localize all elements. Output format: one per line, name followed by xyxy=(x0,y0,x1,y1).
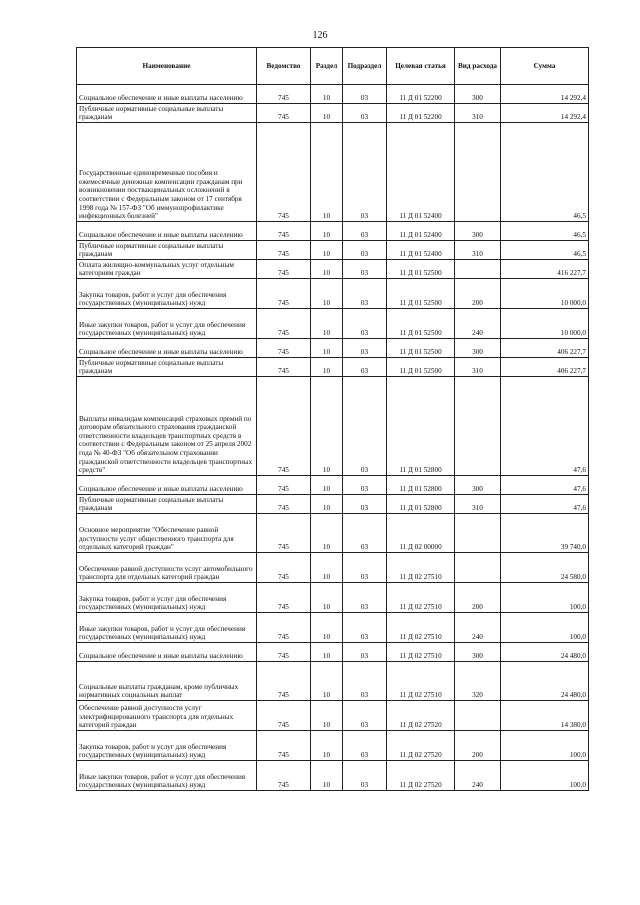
table-row xyxy=(77,85,589,104)
row-type: 240 xyxy=(455,613,501,643)
row-sum: 416 227,7 xyxy=(501,260,589,279)
row-article: 11 Д 01 52400 xyxy=(387,222,455,241)
row-subsection: 03 xyxy=(343,123,387,222)
row-dept: 745 xyxy=(257,701,311,731)
row-subsection: 03 xyxy=(343,495,387,514)
row-name: Публичные нормативные социальные выплаты гражданам xyxy=(77,104,257,123)
table-row xyxy=(77,731,589,761)
row-sum: 14 292,4 xyxy=(501,104,589,123)
table-row xyxy=(77,613,589,643)
row-name: Обеспечение равной доступности услуг электрифицированного транспорта для отдельных категорий граждан xyxy=(77,701,257,731)
row-name: Закупка товаров, работ и услуг для обеспечения государственных (муниципальных) нужд xyxy=(77,731,257,761)
row-sum: 100,0 xyxy=(501,761,589,791)
table-row xyxy=(77,553,589,583)
col-header-type: Вид расхода xyxy=(455,48,501,85)
row-section: 10 xyxy=(311,731,343,761)
row-sum: 10 000,0 xyxy=(501,279,589,309)
row-section: 10 xyxy=(311,495,343,514)
row-dept: 745 xyxy=(257,495,311,514)
row-type xyxy=(455,514,501,553)
table-row xyxy=(77,358,589,377)
row-dept: 745 xyxy=(257,514,311,553)
row-type xyxy=(455,260,501,279)
row-section: 10 xyxy=(311,377,343,476)
row-dept: 745 xyxy=(257,241,311,260)
row-subsection: 03 xyxy=(343,761,387,791)
row-dept: 745 xyxy=(257,104,311,123)
table-row xyxy=(77,104,589,123)
row-dept: 745 xyxy=(257,309,311,339)
row-name: Иные закупки товаров, работ и услуг для обеспечения государственных (муниципальных) нужд xyxy=(77,309,257,339)
row-article: 11 Д 01 52500 xyxy=(387,358,455,377)
row-name: Закупка товаров, работ и услуг для обеспечения государственных (муниципальных) нужд xyxy=(77,279,257,309)
row-type: 300 xyxy=(455,339,501,358)
row-section: 10 xyxy=(311,85,343,104)
row-sum: 47,6 xyxy=(501,377,589,476)
table-row xyxy=(77,222,589,241)
row-article: 11 Д 02 27510 xyxy=(387,613,455,643)
row-sum: 406 227,7 xyxy=(501,339,589,358)
row-section: 10 xyxy=(311,761,343,791)
row-subsection: 03 xyxy=(343,643,387,662)
row-section: 10 xyxy=(311,514,343,553)
table-row xyxy=(77,241,589,260)
row-article: 11 Д 02 27520 xyxy=(387,731,455,761)
row-section: 10 xyxy=(311,553,343,583)
row-type: 200 xyxy=(455,731,501,761)
row-subsection: 03 xyxy=(343,377,387,476)
row-type: 200 xyxy=(455,583,501,613)
table-row xyxy=(77,643,589,662)
row-dept: 745 xyxy=(257,583,311,613)
row-section: 10 xyxy=(311,476,343,495)
row-name: Публичные нормативные социальные выплаты гражданам xyxy=(77,495,257,514)
row-subsection: 03 xyxy=(343,553,387,583)
row-sum: 406 227,7 xyxy=(501,358,589,377)
row-name: Оплата жилищно-коммунальных услуг отдельным категориям граждан xyxy=(77,260,257,279)
row-subsection: 03 xyxy=(343,358,387,377)
table-row xyxy=(77,377,589,476)
row-article: 11 Д 02 00000 xyxy=(387,514,455,553)
row-dept: 745 xyxy=(257,731,311,761)
row-article: 11 Д 01 52800 xyxy=(387,377,455,476)
row-dept: 745 xyxy=(257,358,311,377)
row-section: 10 xyxy=(311,339,343,358)
row-section: 10 xyxy=(311,583,343,613)
row-article: 11 Д 01 52500 xyxy=(387,279,455,309)
row-section: 10 xyxy=(311,358,343,377)
row-name: Публичные нормативные социальные выплаты гражданам xyxy=(77,358,257,377)
table-row xyxy=(77,701,589,731)
row-type: 320 xyxy=(455,662,501,701)
row-type: 310 xyxy=(455,495,501,514)
row-article: 11 Д 01 52200 xyxy=(387,85,455,104)
row-sum: 39 740,0 xyxy=(501,514,589,553)
table-header-row xyxy=(77,48,589,85)
row-dept: 745 xyxy=(257,662,311,701)
row-type: 300 xyxy=(455,222,501,241)
row-name: Иные закупки товаров, работ и услуг для обеспечения государственных (муниципальных) нужд xyxy=(77,761,257,791)
row-type xyxy=(455,553,501,583)
row-sum: 46,5 xyxy=(501,123,589,222)
row-subsection: 03 xyxy=(343,260,387,279)
row-dept: 745 xyxy=(257,85,311,104)
row-type: 300 xyxy=(455,85,501,104)
row-subsection: 03 xyxy=(343,583,387,613)
row-article: 11 Д 02 27510 xyxy=(387,583,455,613)
row-subsection: 03 xyxy=(343,309,387,339)
row-subsection: 03 xyxy=(343,241,387,260)
table-row xyxy=(77,583,589,613)
row-type: 200 xyxy=(455,279,501,309)
row-sum: 24 580,0 xyxy=(501,553,589,583)
row-name: Выплаты инвалидам компенсаций страховых премий по договорам обязательного страхования гражданской ответственности владельцев транспортных средств в соответствии с Федеральным законом от 25 апреля 2002 года № 40-ФЗ "Об обязательном страховании гражданской ответственности владельцев транспортных средств" xyxy=(77,377,257,476)
row-sum: 46,5 xyxy=(501,222,589,241)
row-article: 11 Д 01 52400 xyxy=(387,123,455,222)
row-subsection: 03 xyxy=(343,222,387,241)
col-header-sum: Сумма xyxy=(501,48,589,85)
row-sum: 100,0 xyxy=(501,613,589,643)
row-section: 10 xyxy=(311,643,343,662)
row-article: 11 Д 01 52400 xyxy=(387,241,455,260)
row-section: 10 xyxy=(311,662,343,701)
table-row xyxy=(77,279,589,309)
row-dept: 745 xyxy=(257,222,311,241)
row-article: 11 Д 01 52500 xyxy=(387,309,455,339)
row-sum: 47,6 xyxy=(501,495,589,514)
row-type: 310 xyxy=(455,104,501,123)
row-section: 10 xyxy=(311,279,343,309)
table-row xyxy=(77,495,589,514)
row-dept: 745 xyxy=(257,613,311,643)
row-type: 310 xyxy=(455,358,501,377)
row-name: Социальное обеспечение и иные выплаты населению xyxy=(77,85,257,104)
row-article: 11 Д 01 52500 xyxy=(387,260,455,279)
row-article: 11 Д 02 27520 xyxy=(387,761,455,791)
row-article: 11 Д 01 52200 xyxy=(387,104,455,123)
row-section: 10 xyxy=(311,613,343,643)
row-name: Социальное обеспечение и иные выплаты населению xyxy=(77,643,257,662)
budget-table xyxy=(76,47,589,791)
row-article: 11 Д 01 52500 xyxy=(387,339,455,358)
row-section: 10 xyxy=(311,309,343,339)
row-name: Социальные выплаты гражданам, кроме публичных нормативных социальных выплат xyxy=(77,662,257,701)
row-subsection: 03 xyxy=(343,279,387,309)
row-name: Обеспечение равной доступности услуг автомобильного транспорта для отдельных категорий граждан xyxy=(77,553,257,583)
row-sum: 24 480,0 xyxy=(501,643,589,662)
row-name: Социальное обеспечение и иные выплаты населению xyxy=(77,222,257,241)
row-dept: 745 xyxy=(257,279,311,309)
col-header-name: Наименование xyxy=(77,48,257,85)
row-section: 10 xyxy=(311,123,343,222)
table-row xyxy=(77,514,589,553)
row-type: 240 xyxy=(455,309,501,339)
row-subsection: 03 xyxy=(343,476,387,495)
row-type: 300 xyxy=(455,643,501,662)
table-row xyxy=(77,339,589,358)
table-row xyxy=(77,761,589,791)
row-dept: 745 xyxy=(257,123,311,222)
row-name: Публичные нормативные социальные выплаты гражданам xyxy=(77,241,257,260)
row-section: 10 xyxy=(311,701,343,731)
table-row xyxy=(77,123,589,222)
row-sum: 10 000,0 xyxy=(501,309,589,339)
row-section: 10 xyxy=(311,241,343,260)
row-name: Социальное обеспечение и иные выплаты населению xyxy=(77,476,257,495)
row-article: 11 Д 01 52800 xyxy=(387,476,455,495)
table-row xyxy=(77,260,589,279)
row-dept: 745 xyxy=(257,260,311,279)
row-name: Основное мероприятие "Обеспечение равной доступности услуг общественного транспорта для отдельных категорий граждан" xyxy=(77,514,257,553)
col-header-subsection: Подраздел xyxy=(343,48,387,85)
row-section: 10 xyxy=(311,260,343,279)
row-article: 11 Д 01 52800 xyxy=(387,495,455,514)
row-sum: 100,0 xyxy=(501,731,589,761)
row-article: 11 Д 02 27520 xyxy=(387,701,455,731)
row-name: Закупка товаров, работ и услуг для обеспечения государственных (муниципальных) нужд xyxy=(77,583,257,613)
row-subsection: 03 xyxy=(343,731,387,761)
row-type xyxy=(455,123,501,222)
row-sum: 24 480,0 xyxy=(501,662,589,701)
table-body xyxy=(77,85,589,791)
col-header-dept: Ведомство xyxy=(257,48,311,85)
table-row xyxy=(77,662,589,701)
row-section: 10 xyxy=(311,104,343,123)
table-row xyxy=(77,476,589,495)
col-header-article: Целевая статья xyxy=(387,48,455,85)
row-section: 10 xyxy=(311,222,343,241)
row-dept: 745 xyxy=(257,339,311,358)
row-type: 300 xyxy=(455,476,501,495)
row-subsection: 03 xyxy=(343,613,387,643)
row-subsection: 03 xyxy=(343,339,387,358)
row-type: 240 xyxy=(455,761,501,791)
row-subsection: 03 xyxy=(343,85,387,104)
row-name: Государственные единовременные пособия и ежемесячные денежные компенсации гражданам при возникновении поствакцинальных осложнений в соответствии с Федеральным законом от 17 сентября 1998 года № 157-ФЗ "Об иммунопрофилактике инфекционных болезней" xyxy=(77,123,257,222)
table-row xyxy=(77,309,589,339)
row-subsection: 03 xyxy=(343,104,387,123)
row-dept: 745 xyxy=(257,553,311,583)
row-type xyxy=(455,377,501,476)
row-dept: 745 xyxy=(257,377,311,476)
row-sum: 46,5 xyxy=(501,241,589,260)
row-sum: 14 380,0 xyxy=(501,701,589,731)
row-type xyxy=(455,701,501,731)
row-subsection: 03 xyxy=(343,662,387,701)
row-dept: 745 xyxy=(257,643,311,662)
page-number: 126 xyxy=(312,30,328,41)
row-sum: 100,0 xyxy=(501,583,589,613)
row-name: Иные закупки товаров, работ и услуг для обеспечения государственных (муниципальных) нужд xyxy=(77,613,257,643)
row-subsection: 03 xyxy=(343,701,387,731)
row-dept: 745 xyxy=(257,761,311,791)
row-article: 11 Д 02 27510 xyxy=(387,643,455,662)
row-name: Социальное обеспечение и иные выплаты населению xyxy=(77,339,257,358)
row-article: 11 Д 02 27510 xyxy=(387,662,455,701)
row-subsection: 03 xyxy=(343,514,387,553)
row-sum: 47,6 xyxy=(501,476,589,495)
row-dept: 745 xyxy=(257,476,311,495)
col-header-section: Раздел xyxy=(311,48,343,85)
row-article: 11 Д 02 27510 xyxy=(387,553,455,583)
row-type: 310 xyxy=(455,241,501,260)
row-sum: 14 292,4 xyxy=(501,85,589,104)
